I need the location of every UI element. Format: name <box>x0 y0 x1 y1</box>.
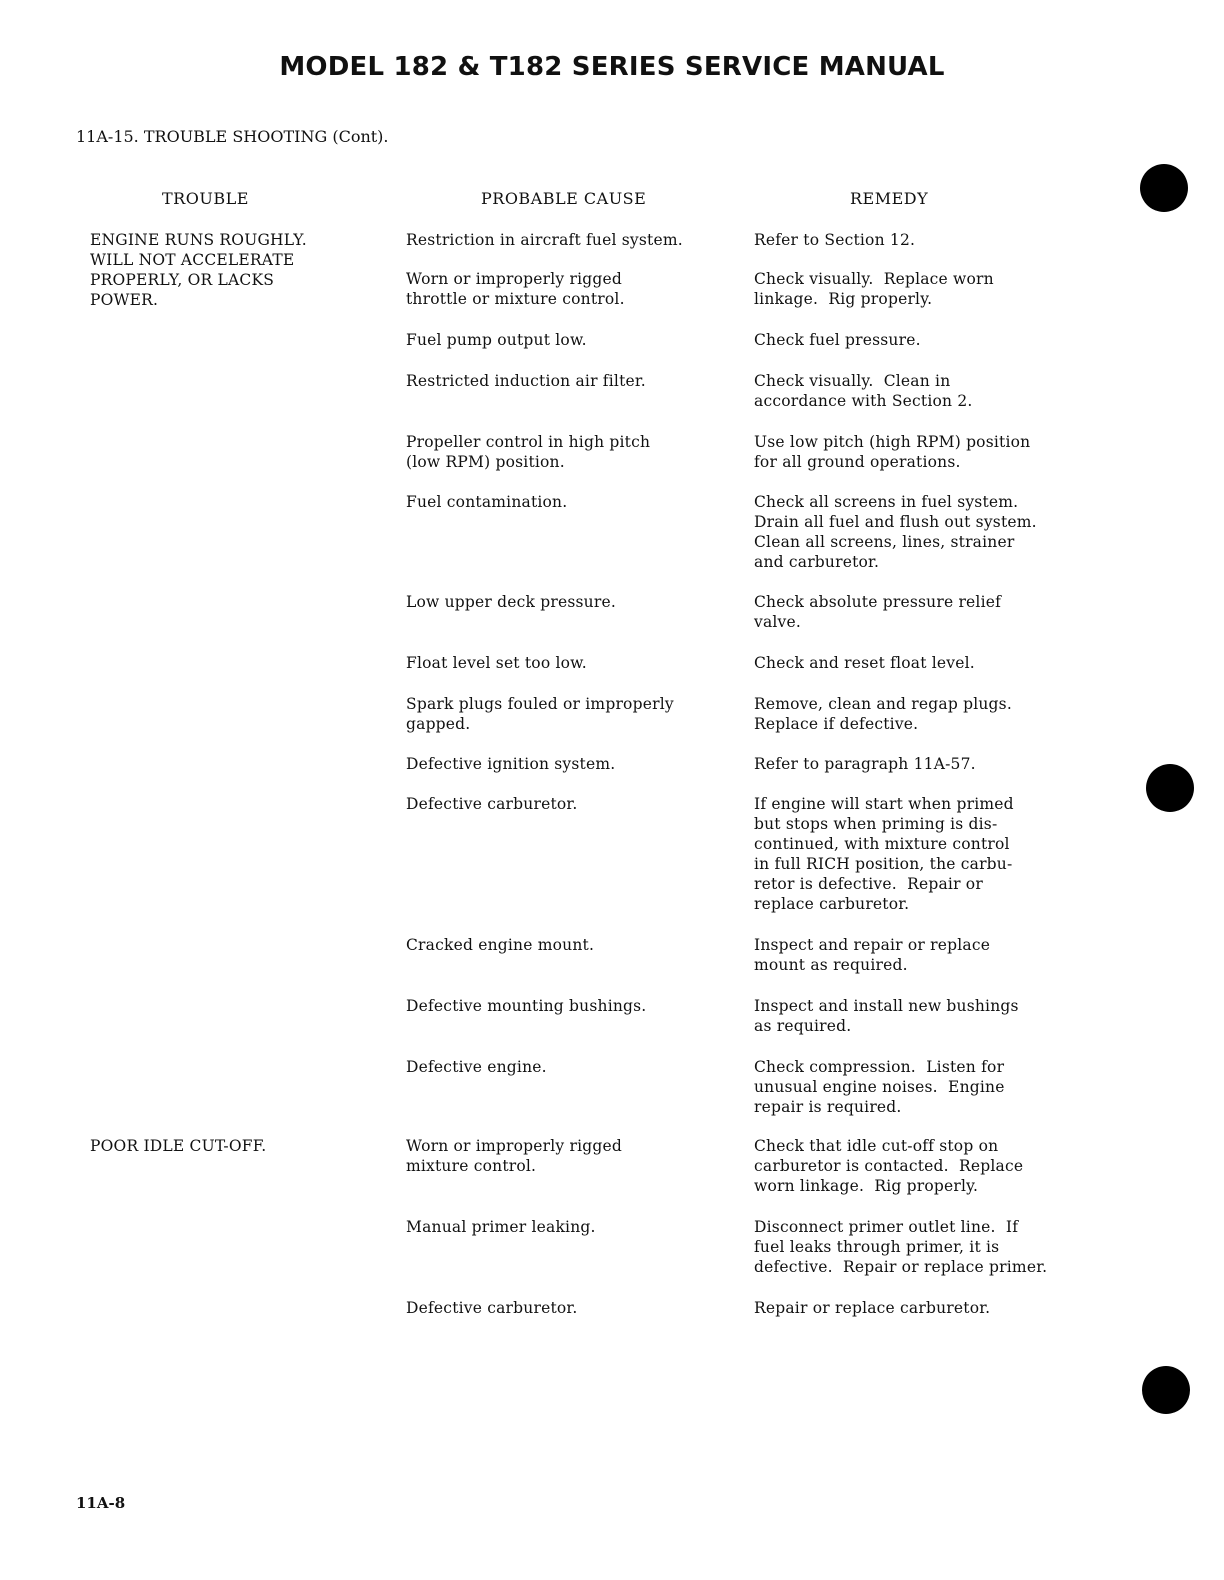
remedy: If engine will start when primed but stops when priming is dis- continued, with mixture control in full RICH position, the carbu- retor is defective. Repair or replace carburetor. <box>754 795 1014 913</box>
probable-cause: Worn or improperly rigged throttle or mixture control. <box>406 270 625 308</box>
manual-title: MODEL 182 & T182 SERIES SERVICE MANUAL <box>279 52 945 82</box>
probable-cause: Low upper deck pressure. <box>406 593 616 611</box>
probable-cause: Manual primer leaking. <box>406 1218 596 1236</box>
trouble-poor-idle-cut-off: POOR IDLE CUT-OFF. <box>90 1137 267 1155</box>
probable-cause: Cracked engine mount. <box>406 936 595 954</box>
binder-punch-hole <box>1140 164 1188 212</box>
column-header-remedy: REMEDY <box>850 189 929 208</box>
remedy: Check and reset float level. <box>754 654 975 672</box>
remedy: Inspect and repair or replace mount as required. <box>754 936 991 974</box>
remedy: Check that idle cut-off stop on carburetor is contacted. Replace worn linkage. Rig properly. <box>754 1137 1024 1195</box>
remedy: Repair or replace carburetor. <box>754 1299 991 1317</box>
page-number: 11A-8 <box>76 1494 126 1512</box>
probable-cause: Defective ignition system. <box>406 755 616 773</box>
column-header-probable-cause: PROBABLE CAUSE <box>481 189 647 208</box>
remedy: Check visually. Clean in accordance with Section 2. <box>754 372 973 410</box>
probable-cause: Worn or improperly rigged mixture control. <box>406 1137 622 1175</box>
probable-cause: Propeller control in high pitch (low RPM) position. <box>406 433 651 471</box>
probable-cause: Fuel pump output low. <box>406 331 587 349</box>
probable-cause: Fuel contamination. <box>406 493 568 511</box>
remedy: Check visually. Replace worn linkage. Rig properly. <box>754 270 994 308</box>
remedy: Check compression. Listen for unusual engine noises. Engine repair is required. <box>754 1058 1005 1116</box>
binder-punch-hole <box>1142 1366 1190 1414</box>
remedy: Use low pitch (high RPM) position for all ground operations. <box>754 433 1031 471</box>
probable-cause: Restriction in aircraft fuel system. <box>406 231 683 249</box>
remedy: Inspect and install new bushings as required. <box>754 997 1019 1035</box>
remedy: Check absolute pressure relief valve. <box>754 593 1002 631</box>
remedy: Refer to Section 12. <box>754 231 916 249</box>
probable-cause: Spark plugs fouled or improperly gapped. <box>406 695 674 733</box>
probable-cause: Defective carburetor. <box>406 795 578 813</box>
probable-cause: Defective carburetor. <box>406 1299 578 1317</box>
remedy: Disconnect primer outlet line. If fuel leaks through primer, it is defective. Repair or replace primer. <box>754 1218 1048 1276</box>
probable-cause: Restricted induction air filter. <box>406 372 646 390</box>
remedy: Check all screens in fuel system. Drain all fuel and flush out system. Clean all screens, lines, strainer and carburetor. <box>754 493 1037 571</box>
trouble-engine-runs-roughly: ENGINE RUNS ROUGHLY. WILL NOT ACCELERATE PROPERLY, OR LACKS POWER. <box>90 231 307 309</box>
binder-punch-hole <box>1146 764 1194 812</box>
remedy: Remove, clean and regap plugs. Replace if defective. <box>754 695 1012 733</box>
column-header-trouble: TROUBLE <box>162 189 249 208</box>
probable-cause: Float level set too low. <box>406 654 587 672</box>
probable-cause: Defective engine. <box>406 1058 547 1076</box>
remedy: Refer to paragraph 11A-57. <box>754 755 976 773</box>
section-heading: 11A-15. TROUBLE SHOOTING (Cont). <box>76 127 389 146</box>
remedy: Check fuel pressure. <box>754 331 921 349</box>
probable-cause: Defective mounting bushings. <box>406 997 647 1015</box>
